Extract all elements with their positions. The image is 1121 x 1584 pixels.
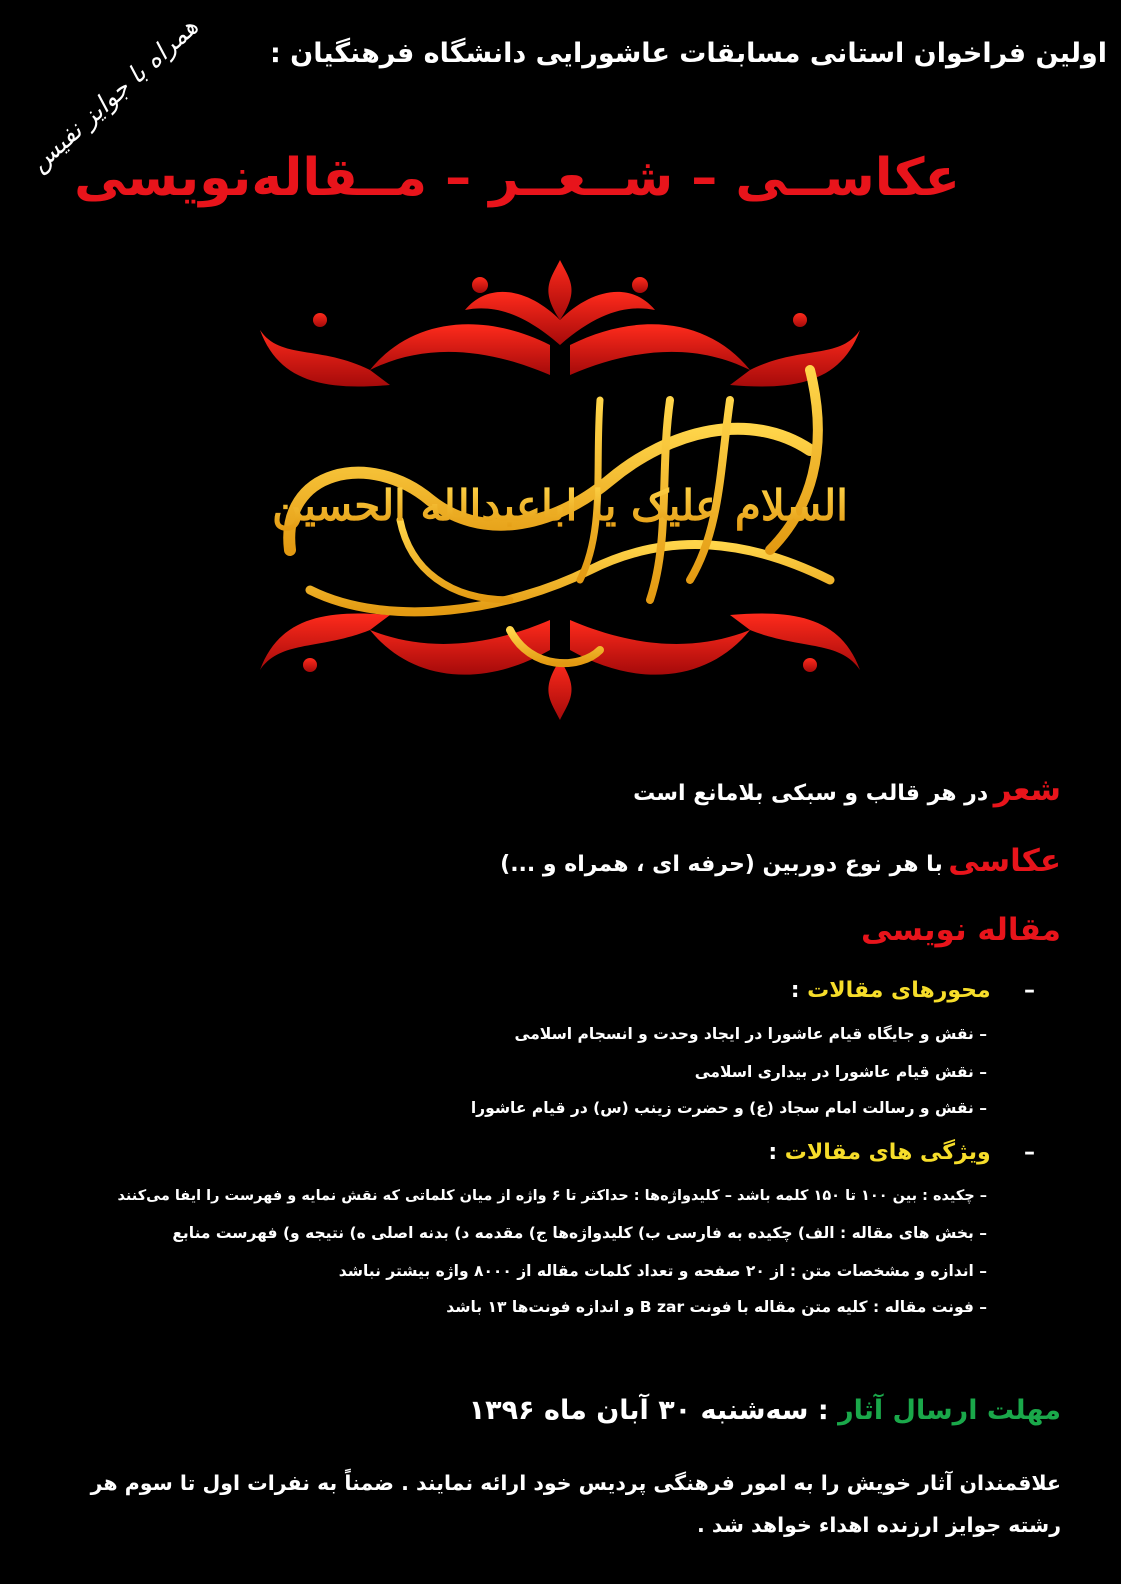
- features-title: ویژگی های مقالات: [784, 1140, 991, 1165]
- poetry-label: شعر: [993, 772, 1061, 808]
- topics-title: محورهای مقالات: [807, 978, 991, 1003]
- topics-colon: :: [790, 978, 808, 1003]
- features-dash: –: [1024, 1140, 1035, 1165]
- topics-header: [75, 978, 1035, 1003]
- topics-dash: –: [1024, 978, 1035, 1003]
- feature-item: – چکیده : بین ۱۰۰ تا ۱۵۰ کلمه باشد – کلیدواژه‌ها : حداکثر تا ۶ واژه از میان کلماتی که نقش نمایه و فهرست را ایفا می‌کنند: [117, 1188, 987, 1204]
- photo-text: با هر نوع دوربین (حرفه ای ، همراه و ...): [500, 852, 943, 877]
- feature-item: – فونت مقاله : کلیه متن مقاله با فونت B zar و اندازه فونت‌ها ۱۳ باشد: [446, 1298, 987, 1316]
- topic-item: – نقش و رسالت امام سجاد (ع) و حضرت زینب (س) در قیام عاشورا: [470, 1099, 987, 1117]
- corner-note: همراه با جوایز نفیس: [24, 11, 204, 178]
- deadline-value: : سه‌شنبه ۳۰ آبان ماه ۱۳۹۶: [468, 1395, 839, 1426]
- topic-item: – نقش و جایگاه قیام عاشورا در ایجاد وحدت و انسجام اسلامی: [514, 1025, 987, 1043]
- footer-text: علاقمندان آثار خویش را به امور فرهنگی پردیس خود ارائه نمایند . ضمناً به نفرات اول تا سوم هر رشته جوایز ارزنده اهداء خواهد شد .: [90, 1471, 1061, 1538]
- poetry-text: در هر قالب و سبکی بلامانع است: [633, 781, 989, 806]
- feature-item: – اندازه و مشخصات متن : از ۲۰ صفحه و تعداد کلمات مقاله از ۸۰۰۰ واژه بیشتر نباشد: [338, 1262, 987, 1280]
- calligraphy-emblem-icon: [250, 250, 870, 730]
- photo-section: [61, 843, 1061, 879]
- essay-label: مقاله نویسی: [860, 912, 1061, 948]
- topic-item: – نقش قیام عاشورا در بیداری اسلامی: [694, 1063, 987, 1081]
- deadline-label: مهلت ارسال آثار: [838, 1395, 1061, 1426]
- feature-item: – بخش های مقاله : الف) چکیده به فارسی ب) کلیدواژه‌ها ج) مقدمه د) بدنه اصلی ه) نتیجه و) فهرست منابع: [172, 1224, 987, 1242]
- calligraphy-text: السلام علیک یا اباعبدالله الحسین: [272, 481, 848, 530]
- features-header: [75, 1140, 1035, 1165]
- features-colon: :: [768, 1140, 785, 1165]
- essay-section: [61, 912, 1061, 948]
- poetry-section: [61, 772, 1061, 808]
- deadline: [61, 1395, 1061, 1426]
- page-title: اولین فراخوان استانی مسابقات عاشورایی دانشگاه فرهنگیان :: [269, 38, 1107, 69]
- main-title: عکاســی – شــعــر – مــقاله‌نویسی: [74, 148, 960, 208]
- photo-label: عکاسی: [948, 843, 1061, 879]
- ornament-top: [260, 260, 860, 386]
